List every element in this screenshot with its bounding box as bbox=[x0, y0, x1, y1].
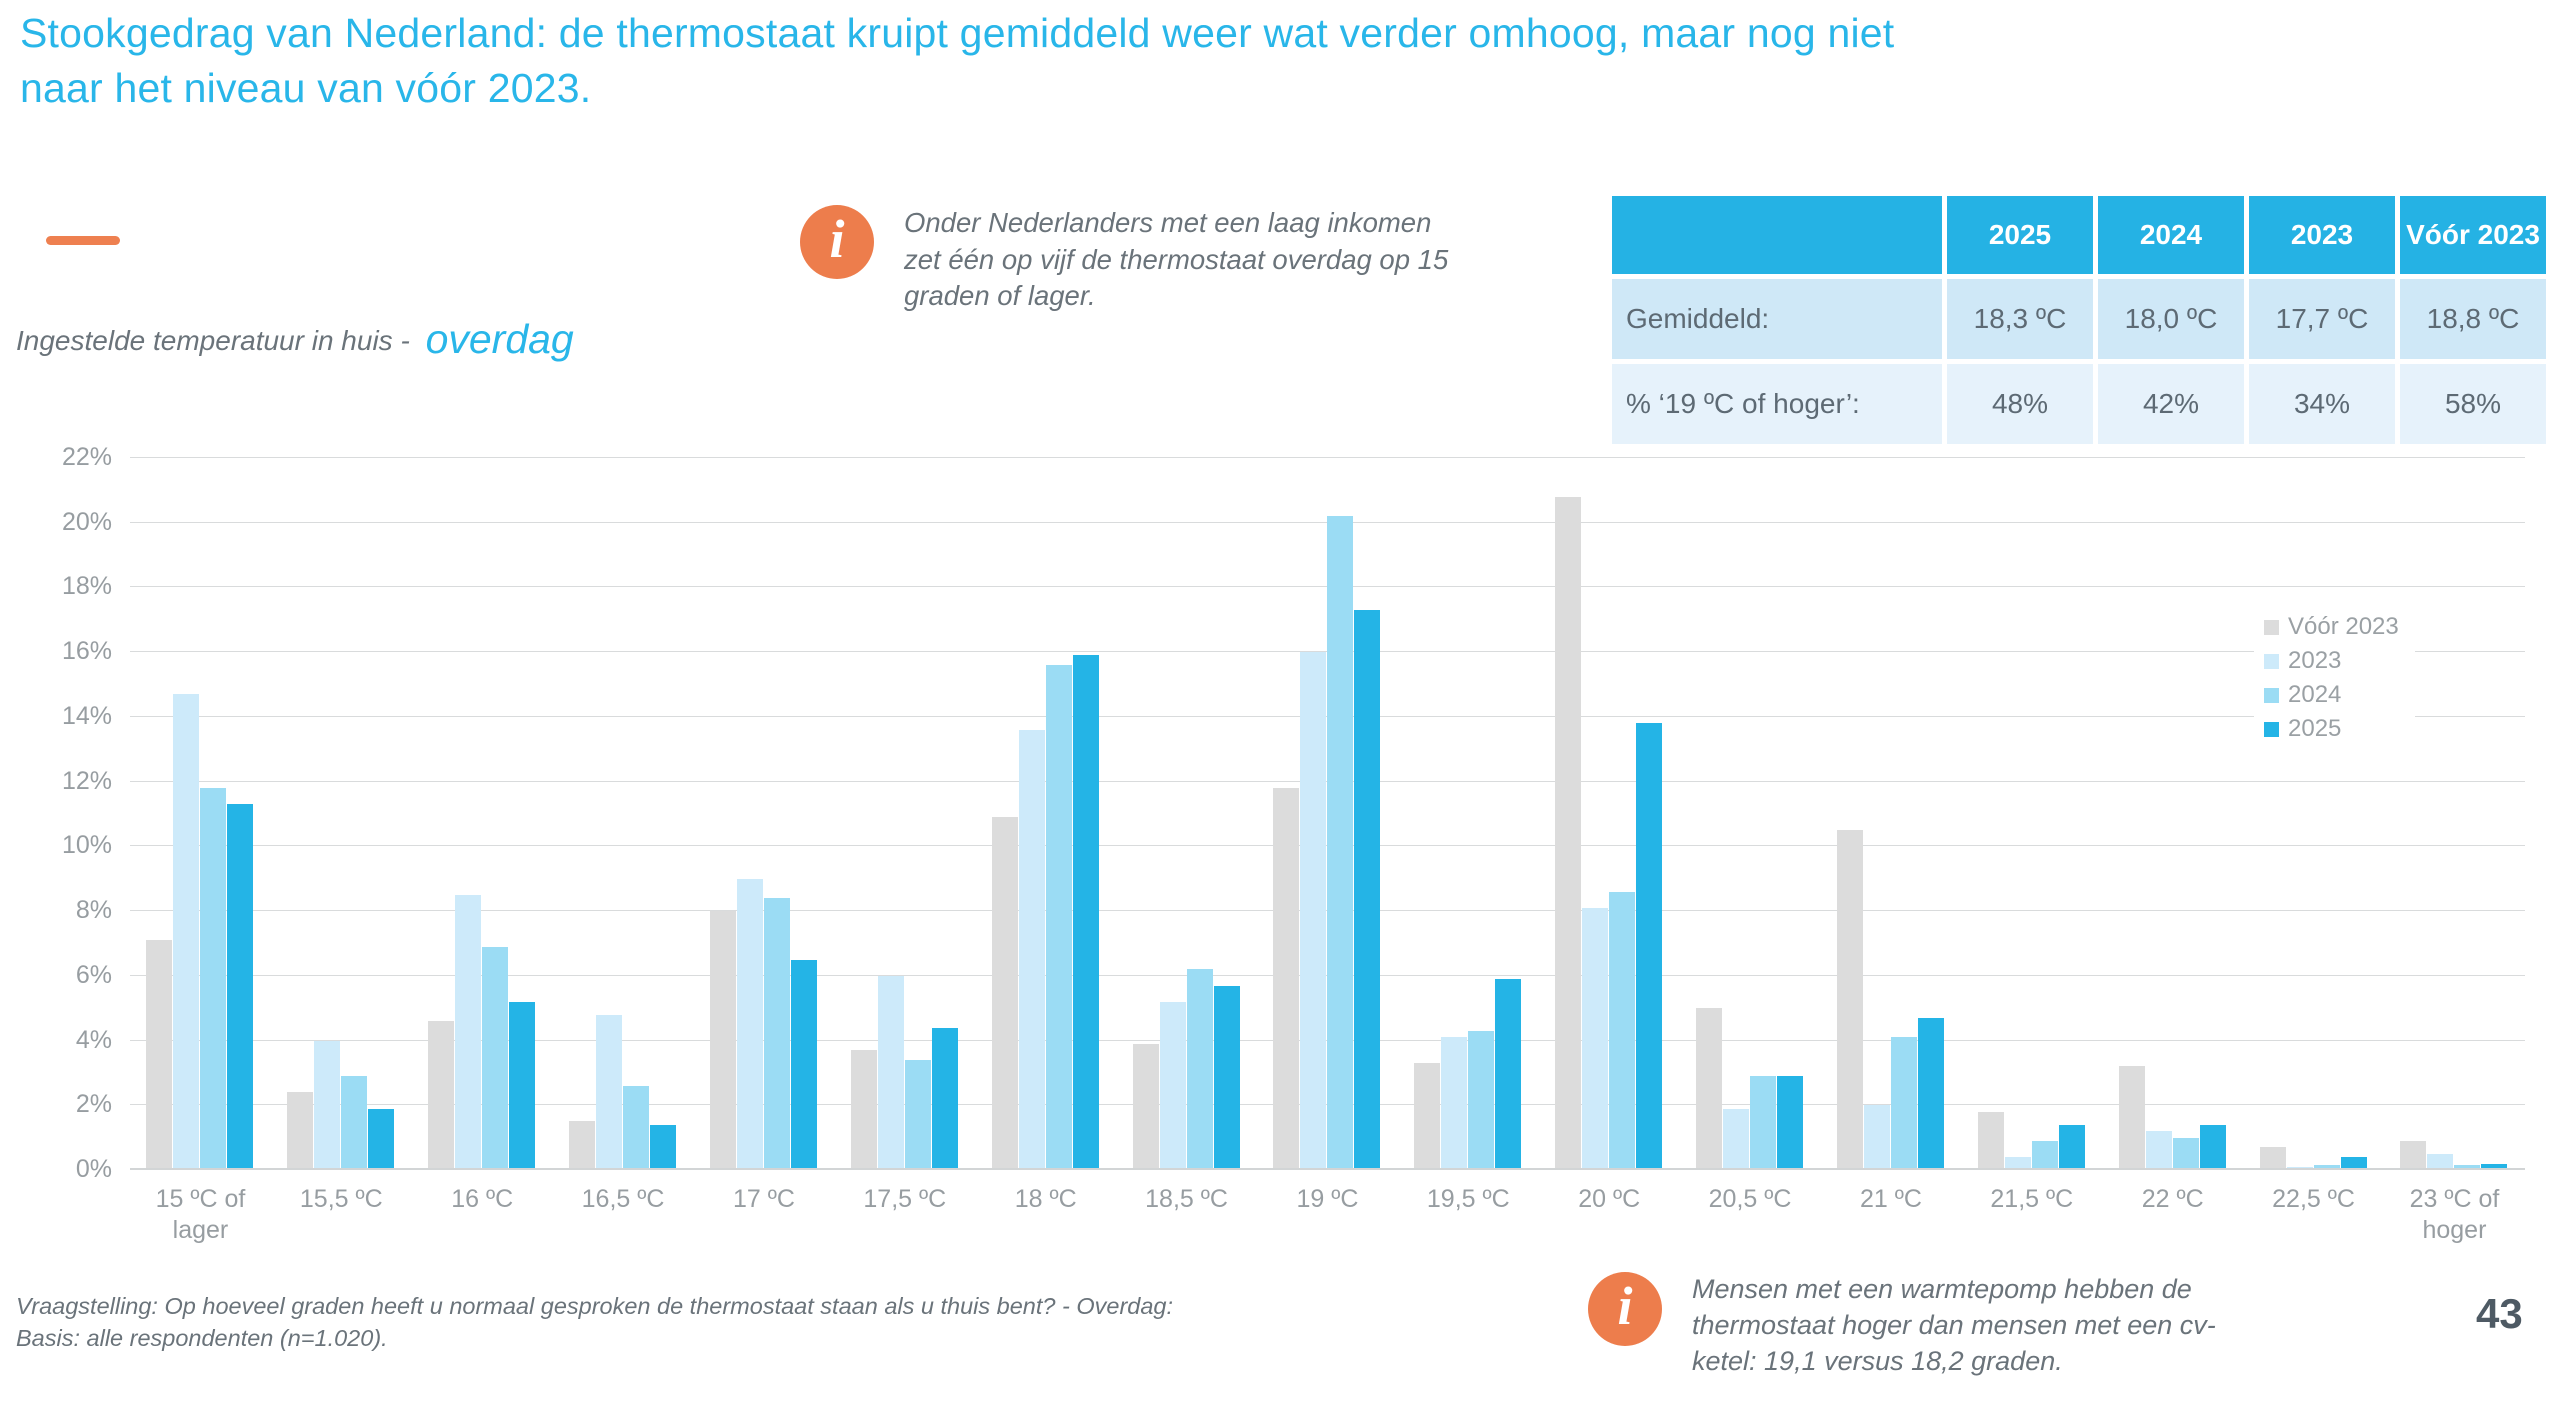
bar-group-1 bbox=[271, 458, 412, 1170]
bar-2024-1 bbox=[341, 1076, 367, 1170]
bar-2023-14 bbox=[2146, 1131, 2172, 1170]
bar-2025-5 bbox=[932, 1028, 958, 1170]
bar-2025-2 bbox=[509, 1002, 535, 1170]
bar-group-3 bbox=[553, 458, 694, 1170]
y-tick-label-4: 4% bbox=[75, 1025, 112, 1054]
legend-label: Vóór 2023 bbox=[2288, 613, 2399, 640]
bar-group-4 bbox=[694, 458, 835, 1170]
table-cell: 42% bbox=[2098, 364, 2244, 444]
legend-item-2024 bbox=[2264, 678, 2399, 712]
y-tick-label-10: 10% bbox=[61, 831, 112, 860]
bar-2024-14 bbox=[2173, 1138, 2199, 1170]
bar-2025-0 bbox=[227, 804, 253, 1170]
table-header-2023: 2023 bbox=[2249, 196, 2395, 274]
bar-2025-12 bbox=[1918, 1018, 1944, 1170]
slide-title-line-2: naar het niveau van vóór 2023. bbox=[20, 64, 592, 111]
table-cell: 34% bbox=[2249, 364, 2395, 444]
y-tick-label-12: 12% bbox=[61, 766, 112, 795]
bar-2024-3 bbox=[623, 1086, 649, 1170]
bar-group-10 bbox=[1539, 458, 1680, 1170]
bar-v-r-2023-9 bbox=[1414, 1063, 1440, 1170]
bar-2024-6 bbox=[1046, 665, 1072, 1170]
x-tick-label-5: 17,5 ºC bbox=[863, 1185, 947, 1213]
y-tick-label-16: 16% bbox=[61, 637, 112, 666]
bar-2023-0 bbox=[173, 694, 199, 1170]
y-tick-label-2: 2% bbox=[75, 1090, 112, 1119]
bar-group-13 bbox=[1961, 458, 2102, 1170]
bar-2024-7 bbox=[1187, 969, 1213, 1170]
table-cell: 18,3 ºC bbox=[1947, 279, 2093, 359]
bar-group-15 bbox=[2243, 458, 2384, 1170]
bar-v-r-2023-10 bbox=[1555, 497, 1581, 1170]
bar-2024-2 bbox=[482, 947, 508, 1170]
accent-dash bbox=[46, 236, 120, 245]
y-tick-label-8: 8% bbox=[75, 896, 112, 925]
bar-2024-0 bbox=[200, 788, 226, 1170]
bar-2025-10 bbox=[1636, 723, 1662, 1170]
bar-v-r-2023-14 bbox=[2119, 1066, 2145, 1170]
table-cell: 17,7 ºC bbox=[2249, 279, 2395, 359]
x-tick-label-0: 15 ºC of lager bbox=[155, 1185, 246, 1245]
footnote bbox=[16, 1290, 1173, 1355]
bar-v-r-2023-13 bbox=[1978, 1112, 2004, 1170]
bar-2023-10 bbox=[1582, 908, 1608, 1170]
bar-2023-2 bbox=[455, 895, 481, 1170]
legend-item-v-r-2023 bbox=[2264, 610, 2399, 644]
table-header-voor-2023: Vóór 2023 bbox=[2400, 196, 2546, 274]
bar-2024-5 bbox=[905, 1060, 931, 1170]
x-tick-label-15: 22,5 ºC bbox=[2272, 1185, 2355, 1213]
bar-group-8 bbox=[1257, 458, 1398, 1170]
bar-group-7 bbox=[1116, 458, 1257, 1170]
x-tick-label-16: 23 ºC of hoger bbox=[2409, 1185, 2500, 1245]
summary-table bbox=[1612, 196, 2546, 444]
x-tick-label-3: 16,5 ºC bbox=[581, 1185, 665, 1213]
chart-legend bbox=[2254, 604, 2415, 752]
info-callout-top bbox=[800, 205, 1464, 315]
bar-group-0 bbox=[130, 458, 271, 1170]
bar-2024-8 bbox=[1327, 516, 1353, 1170]
x-tick-label-11: 20,5 ºC bbox=[1708, 1185, 1792, 1213]
chart-subtitle bbox=[16, 316, 574, 363]
table-cell: 18,0 ºC bbox=[2098, 279, 2244, 359]
y-tick-label-6: 6% bbox=[75, 960, 112, 989]
bar-group-9 bbox=[1398, 458, 1539, 1170]
bar-v-r-2023-12 bbox=[1837, 830, 1863, 1170]
bar-v-r-2023-5 bbox=[851, 1050, 877, 1170]
bar-2023-3 bbox=[596, 1015, 622, 1170]
bar-2023-11 bbox=[1723, 1109, 1749, 1170]
plot-area bbox=[130, 458, 2525, 1170]
legend-swatch-icon bbox=[2264, 688, 2279, 703]
y-tick-label-22: 22% bbox=[61, 443, 112, 471]
bar-v-r-2023-2 bbox=[428, 1021, 454, 1170]
table-header-2025: 2025 bbox=[1947, 196, 2093, 274]
x-tick-label-7: 18,5 ºC bbox=[1145, 1185, 1228, 1213]
slide-title-line-1: Stookgedrag van Nederland: de thermostaat kruipt gemiddeld weer wat verder omhoog, maar nog niet bbox=[20, 10, 1895, 56]
x-tick-label-2: 16 ºC bbox=[451, 1185, 514, 1213]
y-axis-labels bbox=[0, 443, 112, 1183]
bar-2025-4 bbox=[791, 960, 817, 1170]
bar-group-14 bbox=[2102, 458, 2243, 1170]
x-axis-line bbox=[130, 1168, 2525, 1170]
table-row-label: Gemiddeld: bbox=[1612, 279, 1942, 359]
bar-v-r-2023-1 bbox=[287, 1092, 313, 1170]
x-tick-label-4: 17 ºC bbox=[732, 1185, 795, 1213]
y-tick-label-14: 14% bbox=[61, 701, 112, 730]
bar-2024-12 bbox=[1891, 1037, 1917, 1170]
bar-2025-14 bbox=[2200, 1125, 2226, 1170]
bar-v-r-2023-7 bbox=[1133, 1044, 1159, 1170]
legend-swatch-icon bbox=[2264, 654, 2279, 669]
y-tick-label-0: 0% bbox=[75, 1155, 112, 1183]
table-cell: 18,8 ºC bbox=[2400, 279, 2546, 359]
info-icon: i bbox=[1588, 1272, 1662, 1346]
bar-v-r-2023-6 bbox=[992, 817, 1018, 1170]
bar-2024-10 bbox=[1609, 892, 1635, 1170]
bar-v-r-2023-16 bbox=[2400, 1141, 2426, 1170]
bar-2023-9 bbox=[1441, 1037, 1467, 1170]
legend-label: 2023 bbox=[2288, 647, 2342, 674]
bar-2025-13 bbox=[2059, 1125, 2085, 1170]
y-tick-label-20: 20% bbox=[61, 507, 112, 536]
bar-v-r-2023-0 bbox=[146, 940, 172, 1170]
x-tick-label-14: 22 ºC bbox=[2141, 1185, 2204, 1213]
bar-2023-7 bbox=[1160, 1002, 1186, 1170]
footnote-basis: Basis: alle respondenten (n=1.020). bbox=[16, 1325, 388, 1352]
legend-swatch-icon bbox=[2264, 620, 2279, 635]
info-callout-bottom-text: Mensen met een warmtepomp hebben de thermostaat hoger dan mensen met een cv-ketel: 19,1 versus 18,2 graden. bbox=[1692, 1274, 2216, 1376]
x-tick-label-13: 21,5 ºC bbox=[1990, 1185, 2074, 1213]
legend-item-2025 bbox=[2264, 712, 2399, 746]
bar-2024-9 bbox=[1468, 1031, 1494, 1170]
bar-2023-5 bbox=[878, 976, 904, 1170]
bar-group-2 bbox=[412, 458, 553, 1170]
bar-group-16 bbox=[2384, 458, 2525, 1170]
x-axis-labels bbox=[130, 1184, 2525, 1247]
bar-2024-13 bbox=[2032, 1141, 2058, 1170]
bar-2025-1 bbox=[368, 1109, 394, 1170]
bar-2024-11 bbox=[1750, 1076, 1776, 1170]
y-tick-label-18: 18% bbox=[61, 572, 112, 601]
info-icon: i bbox=[800, 205, 874, 279]
legend-label: 2024 bbox=[2288, 681, 2342, 708]
legend-label: 2025 bbox=[2288, 715, 2342, 742]
bar-2023-12 bbox=[1864, 1105, 1890, 1170]
bar-v-r-2023-4 bbox=[710, 911, 736, 1170]
bar-2025-8 bbox=[1354, 610, 1380, 1170]
x-tick-label-10: 20 ºC bbox=[1578, 1185, 1641, 1213]
bar-2023-8 bbox=[1300, 652, 1326, 1170]
slide-title bbox=[20, 6, 2440, 116]
legend-swatch-icon bbox=[2264, 722, 2279, 737]
footnote-question: Vraagstelling: Op hoeveel graden heeft u normaal gesproken de thermostaat staan als u thuis bent? - Overdag: bbox=[16, 1293, 1174, 1319]
chart-subtitle-prefix: Ingestelde temperatuur in huis - bbox=[16, 325, 410, 356]
x-tick-label-1: 15,5 ºC bbox=[299, 1185, 383, 1213]
bar-v-r-2023-15 bbox=[2260, 1147, 2286, 1170]
bar-2024-4 bbox=[764, 898, 790, 1170]
bar-2025-3 bbox=[650, 1125, 676, 1170]
bar-v-r-2023-11 bbox=[1696, 1008, 1722, 1170]
legend-item-2023 bbox=[2264, 644, 2399, 678]
bar-2025-7 bbox=[1214, 986, 1240, 1170]
bar-2025-6 bbox=[1073, 655, 1099, 1170]
bar-group-12 bbox=[1821, 458, 1962, 1170]
bar-2023-6 bbox=[1019, 730, 1045, 1170]
x-tick-label-12: 21 ºC bbox=[1859, 1185, 1922, 1213]
chart-subtitle-highlight: overdag bbox=[425, 316, 574, 362]
table-row-label: % ‘19 ºC of hoger’: bbox=[1612, 364, 1942, 444]
bar-v-r-2023-3 bbox=[569, 1121, 595, 1170]
bar-group-11 bbox=[1680, 458, 1821, 1170]
bar-groups bbox=[130, 458, 2525, 1170]
x-tick-label-6: 18 ºC bbox=[1014, 1185, 1077, 1213]
bar-2023-4 bbox=[737, 879, 763, 1170]
info-callout-bottom bbox=[1588, 1272, 2232, 1380]
page-number: 43 bbox=[2476, 1290, 2523, 1337]
table-header-empty bbox=[1612, 196, 1942, 274]
info-callout-top-text: Onder Nederlanders met een laag inkomen zet één op vijf de thermostaat overdag op 15 graden of lager. bbox=[904, 207, 1449, 312]
bar-v-r-2023-8 bbox=[1273, 788, 1299, 1170]
table-cell: 58% bbox=[2400, 364, 2546, 444]
table-cell: 48% bbox=[1947, 364, 2093, 444]
bar-2023-1 bbox=[314, 1041, 340, 1170]
x-tick-label-8: 19 ºC bbox=[1296, 1185, 1359, 1213]
bar-2025-9 bbox=[1495, 979, 1521, 1170]
table-header-2024: 2024 bbox=[2098, 196, 2244, 274]
bar-2025-11 bbox=[1777, 1076, 1803, 1170]
bar-group-5 bbox=[834, 458, 975, 1170]
bar-group-6 bbox=[975, 458, 1116, 1170]
x-tick-label-9: 19,5 ºC bbox=[1426, 1185, 1510, 1213]
